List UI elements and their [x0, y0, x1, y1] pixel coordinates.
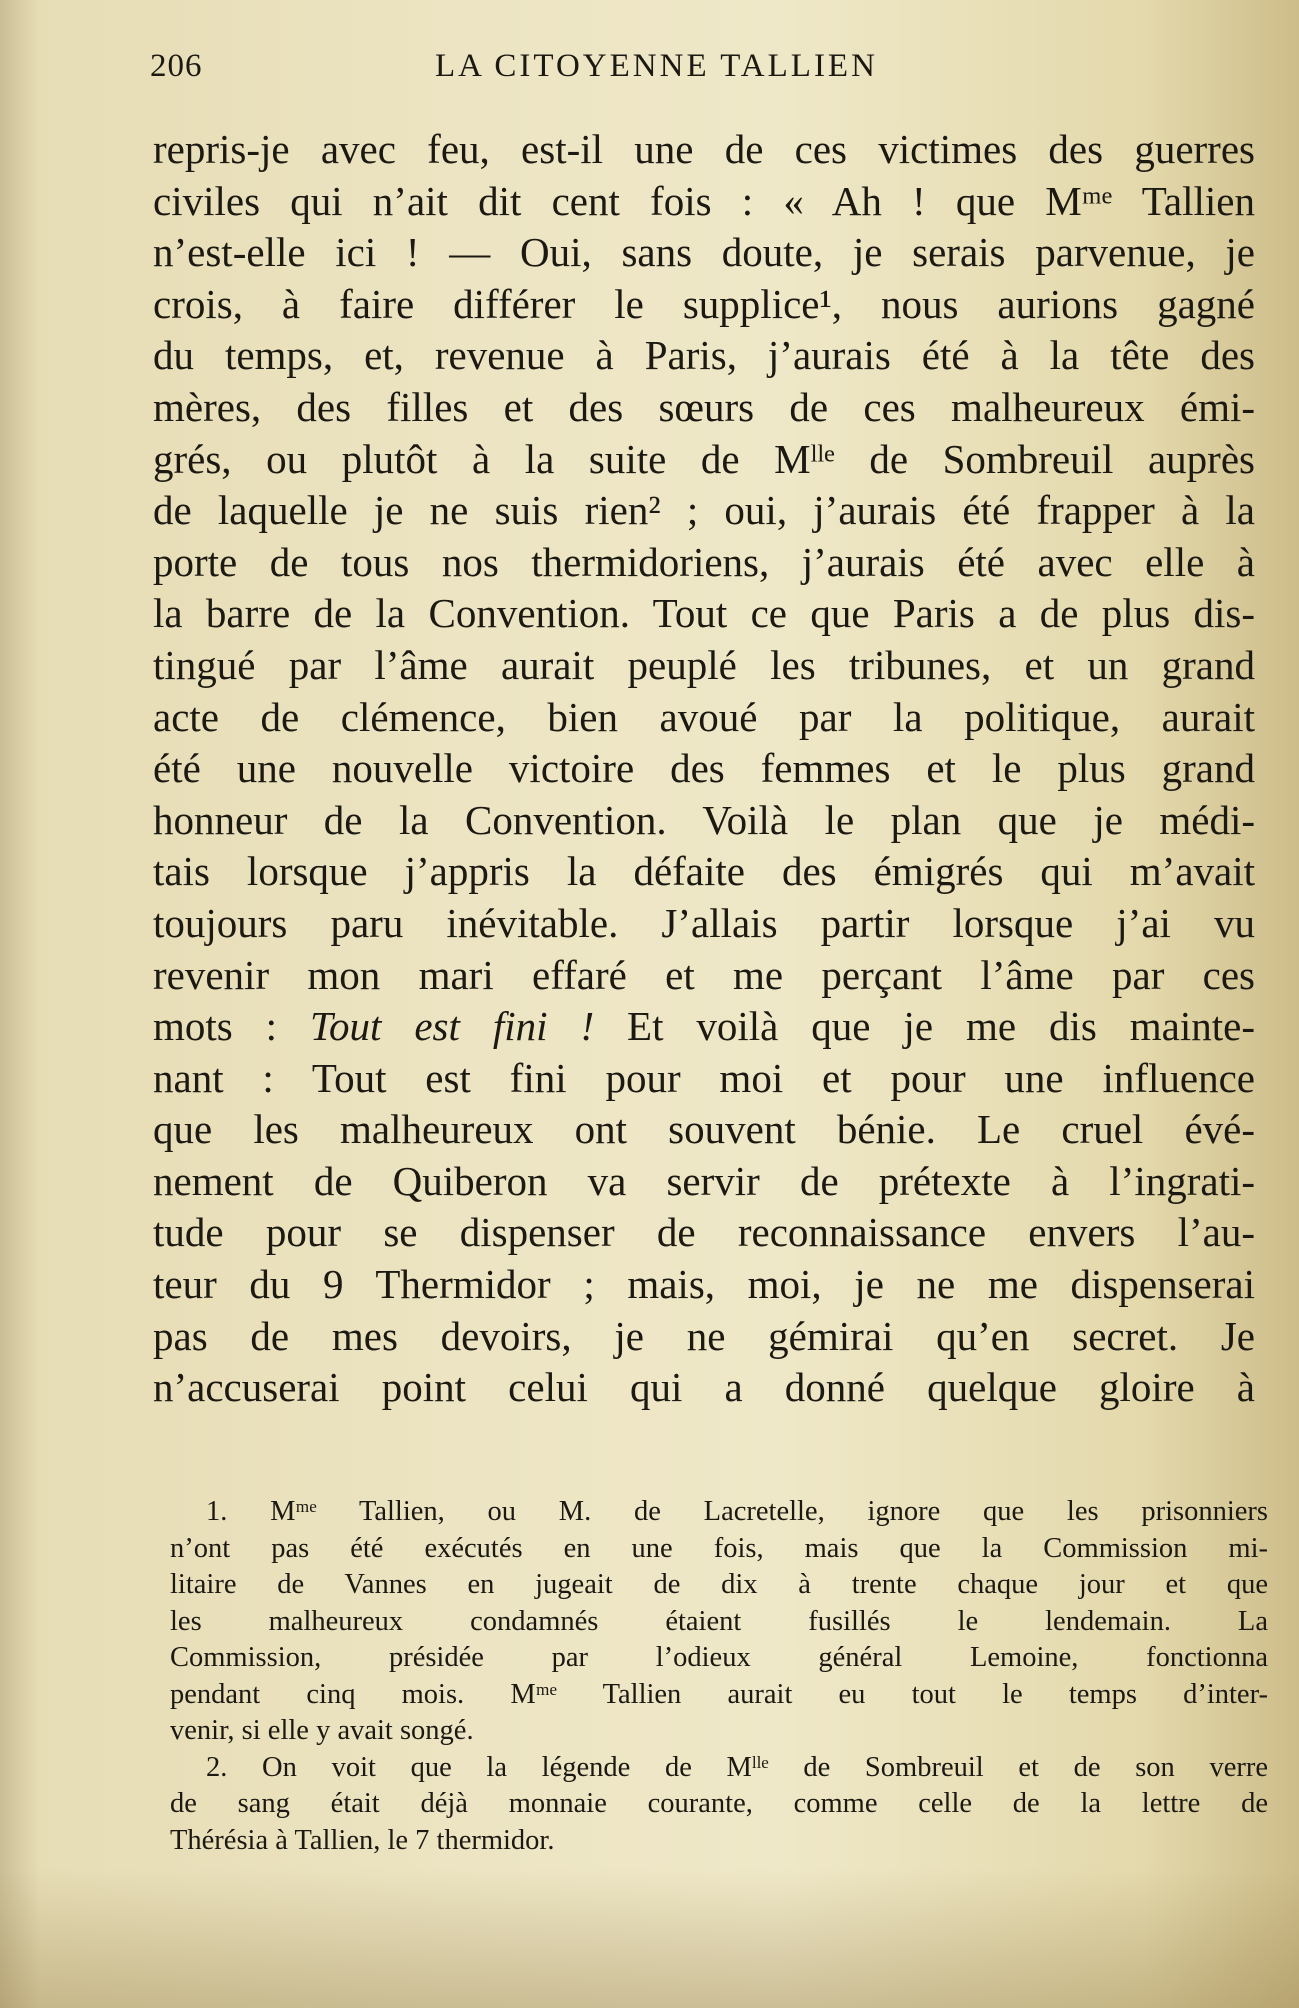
body-line-with-italic: mots : Tout est fini ! Et voilà que je me dis mainte- [153, 1003, 1255, 1050]
body-line: nant : Tout est fini pour moi et pour une influence [153, 1054, 1255, 1101]
italic-phrase: Tout est fini ! [310, 1003, 595, 1050]
footnote-2 [170, 1750, 1268, 1860]
footnote-line: n’ont pas été exécutés en une fois, mais que la Commission mi- [170, 1532, 1268, 1564]
body-line: grés, ou plutôt à la suite de Mˡˡᵉ de Sombreuil auprès [153, 435, 1255, 482]
body-line: porte de tous nos thermidoriens, j’aurais été avec elle à [153, 538, 1255, 585]
page-edge-shadow [0, 0, 40, 2008]
body-line: de laquelle je ne suis rien² ; oui, j’aurais été frapper à la [153, 487, 1255, 534]
footnote-line: venir, si elle y avait songé. [170, 1715, 474, 1746]
footnote-1 [170, 1494, 1268, 1750]
body-line: tude pour se dispenser de reconnaissance envers l’au- [153, 1209, 1255, 1256]
body-line: nement de Quiberon va servir de prétexte à l’ingrati- [153, 1157, 1255, 1204]
body-line: honneur de la Convention. Voilà le plan que je médi- [153, 796, 1255, 843]
footnote-line: Commission, présidée par l’odieux général Lemoine, fonctionna [170, 1642, 1268, 1673]
body-line: du temps, et, revenue à Paris, j’aurais été à la tête des [153, 332, 1255, 379]
footnote-line: les malheureux condamnés étaient fusillés le lendemain. La [170, 1605, 1268, 1637]
footnotes [170, 1494, 1268, 1859]
body-line: la barre de la Convention. Tout ce que Paris a de plus dis- [153, 590, 1255, 637]
page-number: 206 [150, 48, 203, 84]
body-line: toujours paru inévitable. J’allais partir lorsque j’ai vu [153, 899, 1255, 946]
footnote-line: de sang était déjà monnaie courante, comme celle de la lettre de [170, 1788, 1268, 1819]
book-title: LA CITOYENNE TALLIEN [435, 48, 878, 84]
body-line: tais lorsque j’appris la défaite des émigrés qui m’avait [153, 848, 1255, 895]
footnote-line: 1. Mᵐᵉ Tallien, ou M. de Lacretelle, ignore que les prisonniers [206, 1496, 1268, 1527]
body-line: tingué par l’âme aurait peuplé les tribunes, et un grand [153, 641, 1255, 688]
body-line: teur du 9 Thermidor ; mais, moi, je ne me dispenserai [153, 1261, 1255, 1308]
footnote-line: 2. On voit que la légende de Mˡˡᵉ de Sombreuil et de son verre [206, 1751, 1268, 1783]
body-line: mères, des filles et des sœurs de ces malheureux émi- [153, 383, 1255, 430]
running-head [150, 48, 1260, 98]
body-line: été une nouvelle victoire des femmes et le plus grand [153, 745, 1255, 792]
body-line: que les malheureux ont souvent bénie. Le cruel évé- [153, 1106, 1255, 1153]
body-line: acte de clémence, bien avoué par la politique, aurait [153, 693, 1255, 740]
body-line: n’est-elle ici ! — Oui, sans doute, je serais parvenue, je [153, 229, 1255, 276]
body-line: n’accuserai point celui qui a donné quelque gloire à [153, 1364, 1255, 1411]
body-text [153, 124, 1255, 1414]
body-line: crois, à faire différer le supplice¹, nous aurions gagné [153, 280, 1255, 327]
body-line: civiles qui n’ait dit cent fois : « Ah ! que Mᵐᵉ Tallien [153, 177, 1255, 224]
page-bottom-stain [0, 1868, 1299, 2008]
footnote-line: pendant cinq mois. Mᵐᵉ Tallien aurait eu tout le temps d’inter- [170, 1678, 1268, 1710]
footnote-line: Thérésia à Tallien, le 7 thermidor. [170, 1824, 555, 1856]
body-line: revenir mon mari effaré et me perçant l’âme par ces [153, 951, 1255, 998]
body-line: pas de mes devoirs, je ne gémirai qu’en secret. Je [153, 1312, 1255, 1359]
footnote-line: litaire de Vannes en jugeait de dix à trente chaque jour et que [170, 1569, 1268, 1600]
body-line: repris-je avec feu, est-il une de ces victimes des guerres [153, 126, 1255, 172]
